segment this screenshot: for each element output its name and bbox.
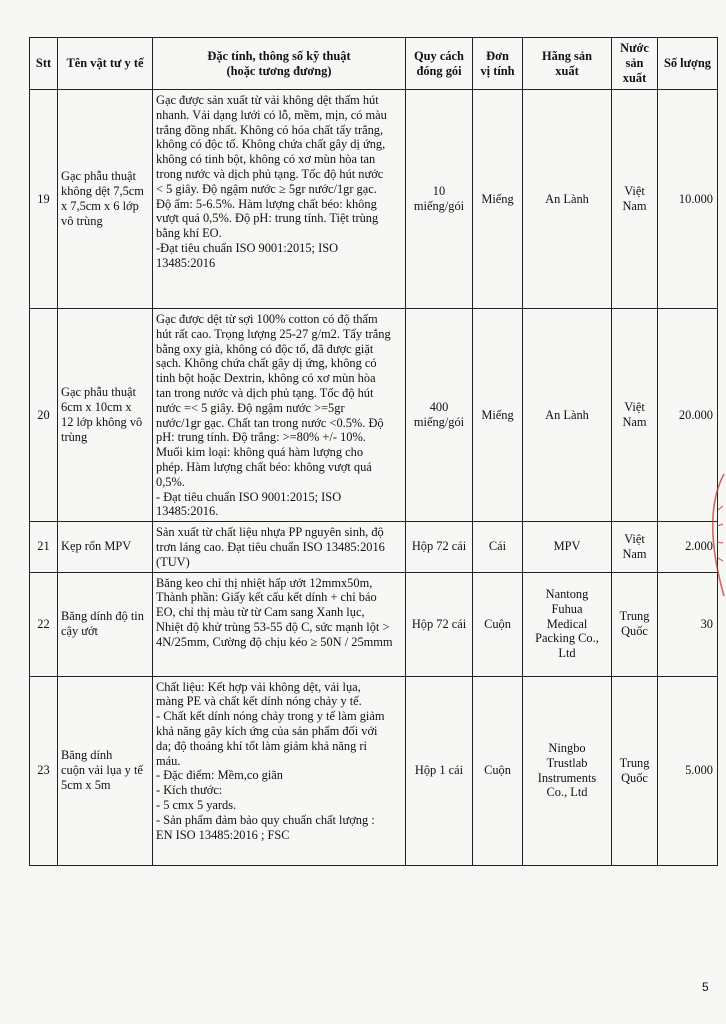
text-line: Nam <box>622 199 647 213</box>
text-line: (hoặc tương đương) <box>226 63 332 78</box>
row-item-name <box>58 676 153 865</box>
text-line: Kẹp rốn MPV <box>61 539 132 554</box>
text-line: sản <box>625 56 644 70</box>
text-line: Sản xuất từ chất liệu nhựa PP nguyên sinh, độ <box>156 525 384 540</box>
text-line: cuộn vải lụa y tế <box>61 763 143 778</box>
text-line: An Lành <box>545 191 589 206</box>
text-line: Quốc <box>621 770 648 785</box>
text-line: Việt <box>624 184 645 199</box>
text-line: (TUV) <box>156 554 190 569</box>
text-line: 13485:2016. <box>156 504 219 519</box>
text-line: pH: trung tính. Độ trắng: >=80% +/- 10%. <box>156 430 366 445</box>
row-specification <box>153 90 406 309</box>
row-item-name <box>58 309 153 522</box>
header-qty: Số lượng <box>658 38 718 90</box>
row-manufacturer <box>523 676 612 865</box>
row-manufacturer <box>523 90 612 309</box>
text-line: 4N/25mm, Cường độ chịu kéo ≥ 50N / 25mmm <box>156 634 393 649</box>
text-line: 400 <box>429 400 449 415</box>
row-quantity: 2.000 <box>658 522 718 572</box>
text-line: trắng đồng nhất. Không có hóa chất tẩy trắng, <box>156 122 384 137</box>
text-line: Trung <box>619 609 650 624</box>
row-origin-country <box>612 309 658 522</box>
text-line: Băng dính độ tin <box>61 609 144 624</box>
text-line: 13485:2016 <box>156 255 216 270</box>
row-stt: 21 <box>30 522 58 572</box>
text-line: - 5 cmx 5 yards. <box>156 797 237 812</box>
text-line: Fuhua <box>551 601 583 616</box>
text-line: Hãng sản <box>542 48 592 63</box>
text-line: vô trùng <box>61 213 103 228</box>
text-line: Hộp 1 cái <box>414 763 464 778</box>
text-line: Ltd <box>558 646 576 661</box>
row-manufacturer <box>523 309 612 522</box>
text-line: Đơn <box>486 48 509 63</box>
row-specification <box>153 309 406 522</box>
row-stt: 22 <box>30 572 58 676</box>
text-line: -Đạt tiêu chuẩn ISO 9001:2015; ISO <box>156 240 339 255</box>
text-line: x 7,5cm x 6 lớp <box>61 199 139 213</box>
text-line: MPV <box>553 539 581 554</box>
text-line: 0,5%. <box>156 474 185 489</box>
table-row <box>30 676 718 865</box>
text-line: máu. <box>156 753 181 768</box>
text-line: Muối kim loại: không quá hàm lượng cho <box>156 445 364 460</box>
text-line: EN ISO 13485:2016 ; FSC <box>156 827 290 842</box>
row-stt: 19 <box>30 90 58 309</box>
header-stt: Stt <box>30 38 58 90</box>
row-specification <box>153 522 406 572</box>
text-line: Việt <box>624 400 645 415</box>
text-line: Nước <box>620 41 649 55</box>
text-line: Việt <box>624 532 645 547</box>
text-line: Trung <box>619 755 650 770</box>
text-line: EO, chỉ thị màu từ từ Cam sang Xanh lục, <box>156 605 365 620</box>
header-spec <box>153 38 406 90</box>
text-line: - Đạt tiêu chuẩn ISO 9001:2015; ISO <box>156 489 342 504</box>
table-row <box>30 522 718 572</box>
row-item-name <box>58 572 153 676</box>
text-line: không có tinh bột, không có xơ mùn hòa tan <box>156 152 376 167</box>
text-line: - Sản phẩm đảm bảo quy chuẩn chất lượng : <box>156 812 375 827</box>
row-manufacturer <box>523 522 612 572</box>
supply-spec-table <box>29 37 718 866</box>
text-line: nước =< 5 giây. Độ ngậm nước >=5gr <box>156 400 345 415</box>
text-line: - Kích thước: <box>156 783 223 798</box>
text-line: Gạc phẫu thuật <box>61 169 137 184</box>
text-line: 12 lớp không vô <box>61 415 143 430</box>
text-line: Hộp 72 cái <box>411 616 467 631</box>
text-line: vượt quá 0,5%. Độ pH: trung tính. Tiệt trùng <box>156 211 379 226</box>
text-line: cậy ướt <box>61 624 99 639</box>
row-origin-country <box>612 90 658 309</box>
text-line: trơn láng cao. Đạt tiêu chuẩn ISO 13485:2016 <box>156 539 385 554</box>
text-line: Băng dính <box>61 748 113 763</box>
text-line: hút rất cao. Trọng lượng 25-27 g/m2. Tẩy trắng <box>156 326 391 341</box>
row-packaging <box>406 522 473 572</box>
text-line: Co., Ltd <box>546 785 588 800</box>
row-specification <box>153 676 406 865</box>
text-line: tan trong nước và dịch phủ tạng. Tốc độ hút <box>156 385 374 400</box>
text-line: Gạc được dệt từ sợi 100% cotton có độ thấm <box>156 312 378 326</box>
row-manufacturer <box>523 572 612 676</box>
text-line: - Chất kết dính nóng chảy trong y tế làm giảm <box>156 709 385 724</box>
text-line: Packing Co., <box>535 631 599 646</box>
header-row <box>30 38 718 90</box>
text-line: Độ ẩm: 5-6.5%. Hàm lượng chất béo: không <box>156 196 377 211</box>
text-line: Medical <box>546 616 588 631</box>
text-line: vị tính <box>480 63 515 78</box>
header-unit <box>473 38 523 90</box>
text-line: phép. Hàm lượng chất béo: không vượt quá <box>156 459 372 474</box>
text-line: trong nước và dịch phủ tạng. Tốc độ hút nước <box>156 166 384 181</box>
text-line: Nam <box>622 415 647 430</box>
row-origin-country <box>612 676 658 865</box>
row-unit: Cuộn <box>473 676 523 865</box>
row-unit: Cái <box>473 522 523 572</box>
text-line: Ningbo <box>548 740 586 755</box>
text-line: màng PE và chất kết dính nóng chảy y tế. <box>156 694 362 709</box>
header-maker <box>523 38 612 90</box>
text-line: xuất <box>622 71 647 85</box>
text-line: bằng oxy già, không có độc tố, đã được giặt <box>156 341 374 356</box>
text-line: Chất liệu: Kết hợp vải không dệt, vải lụa, <box>156 679 361 694</box>
text-line: không có độc tố. Không chứa chất gây dị ứng, <box>156 137 386 152</box>
text-line: đóng gói <box>416 63 462 78</box>
text-line: trùng <box>61 429 88 444</box>
row-item-name <box>58 522 153 572</box>
text-line: xuất <box>555 63 579 78</box>
text-line: < 5 giây. Độ ngậm nước ≥ 5gr nước/1gr gạc. <box>156 181 377 196</box>
table-row <box>30 309 718 522</box>
text-line: Trustlab <box>546 755 588 770</box>
text-line: Đặc tính, thông số kỹ thuật <box>207 48 351 63</box>
row-quantity: 20.000 <box>658 309 718 522</box>
header-pack <box>406 38 473 90</box>
row-packaging <box>406 309 473 522</box>
header-origin <box>612 38 658 90</box>
text-line: 10 <box>432 184 446 199</box>
text-line: An Lành <box>545 407 589 422</box>
row-unit: Miếng <box>473 309 523 522</box>
row-packaging <box>406 90 473 309</box>
header-name: Tên vật tư y tế <box>58 38 153 90</box>
text-line: Nam <box>622 546 647 561</box>
text-line: 5cm x 5m <box>61 777 111 792</box>
table-row <box>30 90 718 309</box>
text-line: miếng/gói <box>413 199 465 213</box>
row-packaging <box>406 572 473 676</box>
row-origin-country <box>612 522 658 572</box>
page-number: 5 <box>702 980 709 994</box>
text-line: khả năng gây kích ứng của sản phẩm đối với <box>156 723 378 738</box>
row-quantity: 30 <box>658 572 718 676</box>
row-item-name <box>58 90 153 309</box>
row-unit: Miếng <box>473 90 523 309</box>
text-line: Nhiệt độ khử trùng 53-55 độ C, sức mạnh lột > <box>156 619 390 634</box>
row-packaging <box>406 676 473 865</box>
text-line: Gạc được sản xuất từ vải không dệt thấm hút <box>156 93 379 107</box>
text-line: tinh bột hoặc Dextrin, không có xơ mùn hòa <box>156 371 376 386</box>
row-quantity: 5.000 <box>658 676 718 865</box>
text-line: Nantong <box>545 587 589 602</box>
text-line: không dệt 7,5cm <box>61 184 144 199</box>
row-stt: 20 <box>30 309 58 522</box>
text-line: - Đặc điểm: Mềm,co giãn <box>156 768 283 783</box>
text-line: da; độ thoáng khí tốt làm giảm khả năng rỉ <box>156 738 367 753</box>
text-line: Instruments <box>537 770 597 785</box>
text-line: Quy cách <box>414 48 464 63</box>
text-line: sạch. Không chứa chất gây dị ứng, không có <box>156 356 377 371</box>
row-quantity: 10.000 <box>658 90 718 309</box>
text-line: Thành phần: Giấy kết cấu kết dính + chỉ báo <box>156 590 377 605</box>
text-line: nhanh. Vải dạng lưới có lỗ, mềm, mịn, có màu <box>156 107 387 122</box>
text-line: bằng khí EO. <box>156 226 222 241</box>
text-line: Gạc phẫu thuật <box>61 385 137 400</box>
row-stt: 23 <box>30 676 58 865</box>
row-origin-country <box>612 572 658 676</box>
row-unit: Cuộn <box>473 572 523 676</box>
text-line: 6cm x 10cm x <box>61 400 132 415</box>
text-line: Quốc <box>621 624 648 639</box>
table-row <box>30 572 718 676</box>
text-line: Băng keo chỉ thị nhiệt hấp ướt 12mmx50m, <box>156 575 373 590</box>
text-line: nước/1gr gạc. Chất tan trong nước <0.5%. Độ <box>156 415 384 430</box>
row-specification <box>153 572 406 676</box>
text-line: miếng/gói <box>413 415 465 430</box>
text-line: Hộp 72 cái <box>411 539 467 554</box>
